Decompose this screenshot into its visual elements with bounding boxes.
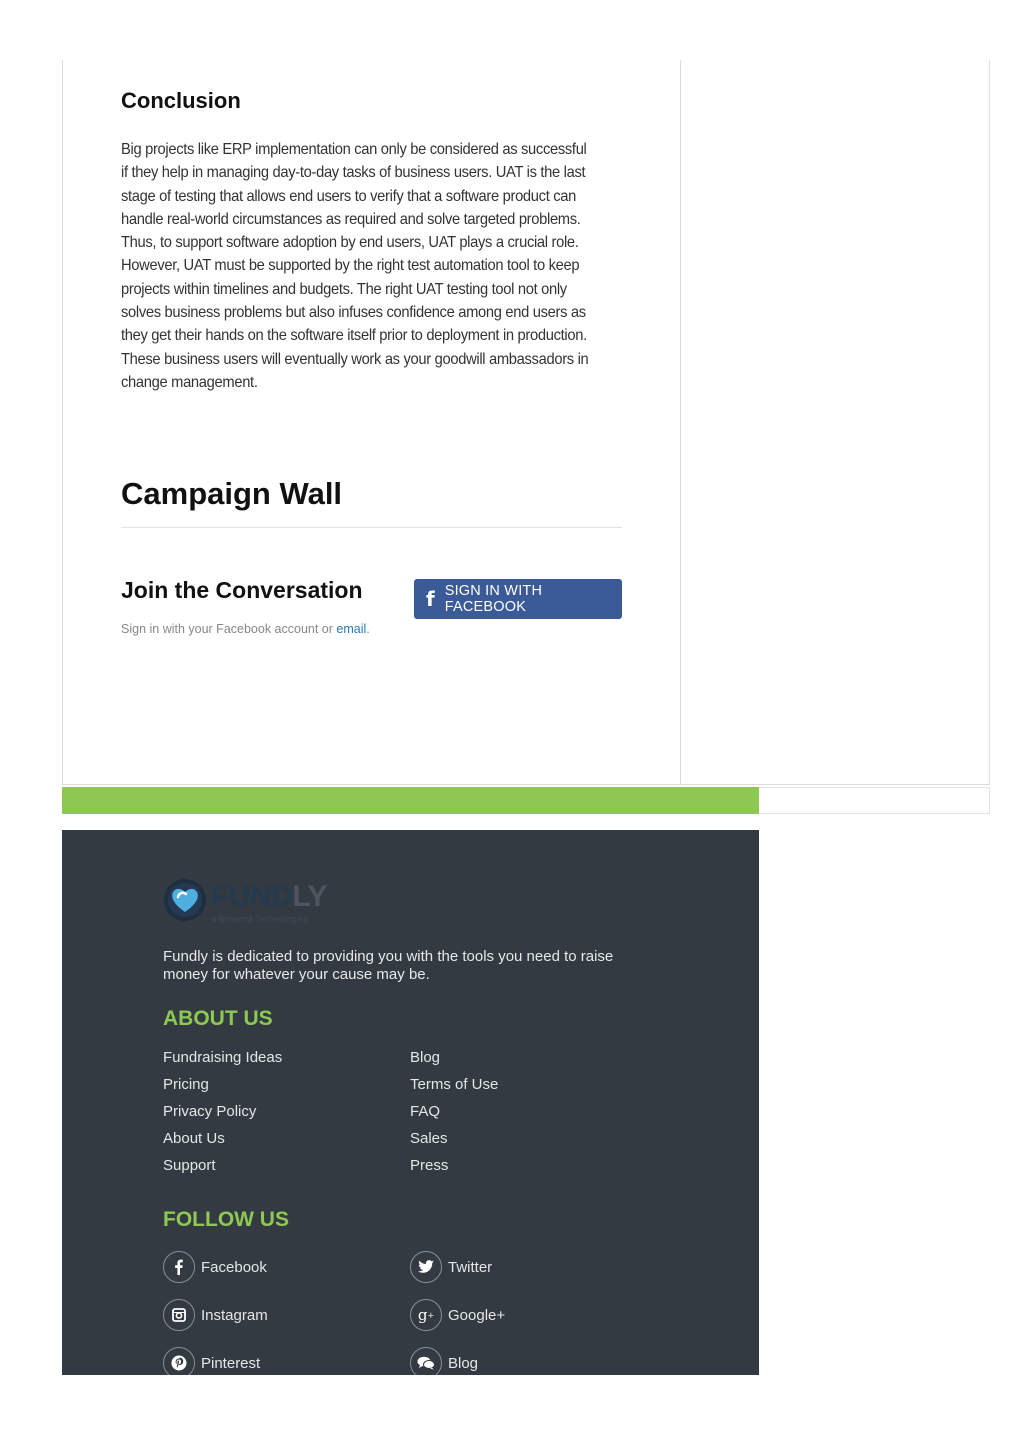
footer-link-pricing[interactable]: Pricing <box>163 1076 209 1093</box>
fundly-heart-icon <box>163 878 207 922</box>
campaign-wall-heading: Campaign Wall <box>121 476 343 511</box>
social-link-facebook[interactable] <box>163 1251 267 1283</box>
blog-chat-icon <box>410 1347 442 1375</box>
social-link-instagram[interactable] <box>163 1299 268 1331</box>
logo-tagline: a Bonterra Technologies <box>211 914 308 924</box>
social-label: Pinterest <box>201 1354 261 1372</box>
green-accent-bar <box>62 787 759 814</box>
footer-link-sales[interactable]: Sales <box>410 1130 448 1147</box>
fundly-wordmark: FUNDLY <box>211 880 327 913</box>
fundly-logo[interactable] <box>163 876 333 924</box>
social-link-pinterest[interactable] <box>163 1347 260 1375</box>
footer-link-support[interactable]: Support <box>163 1157 216 1174</box>
signin-note-period: . <box>366 622 370 636</box>
social-label: Facebook <box>201 1258 267 1276</box>
conclusion-paragraph: Big projects like ERP implementation can only be considered as successful if they help in managing day-to-day tasks of business users. UAT is the last stage of testing that allows end users to verify that a software product can handle real-world circumstances as required and solve targeted problems. Thus, to support software adoption by end users, UAT plays a crucial role. However, UAT must be supported by the right test automation tool to keep projects within timelines and budgets. The right UAT testing tool not only solves business problems but also infuses confidence among end users as they get their hands on the software itself prior to deployment in production. These business users will eventually work as your goodwill ambassadors in change management. <box>121 141 589 391</box>
footer-link-faq[interactable]: FAQ <box>410 1103 441 1120</box>
heading-divider <box>121 527 622 528</box>
social-link-google-plus[interactable] <box>410 1299 505 1331</box>
sign-in-with-facebook-button[interactable] <box>414 579 622 619</box>
social-label: Blog <box>448 1354 479 1372</box>
footer-link-blog[interactable]: Blog <box>410 1049 441 1066</box>
email-signin-link[interactable]: email <box>336 622 367 636</box>
footer-description: Fundly is dedicated to providing you with the tools you need to raise money for whatever your cause may be. <box>163 948 614 983</box>
column-divider <box>680 60 681 785</box>
signin-note <box>121 622 370 636</box>
footer-link-press[interactable]: Press <box>410 1157 449 1174</box>
signin-note-text: Sign in with your Facebook account or <box>121 622 333 636</box>
social-link-blog[interactable] <box>410 1347 478 1375</box>
twitter-icon <box>410 1251 442 1283</box>
conclusion-heading: Conclusion <box>121 88 241 113</box>
footer-link-privacy-policy[interactable]: Privacy Policy <box>163 1103 257 1120</box>
social-label: Google+ <box>448 1306 506 1324</box>
social-label: Instagram <box>201 1306 268 1324</box>
social-link-twitter[interactable] <box>410 1251 492 1283</box>
footer-link-terms-of-use[interactable]: Terms of Use <box>410 1076 499 1093</box>
site-footer <box>62 830 759 1375</box>
facebook-icon <box>163 1251 195 1283</box>
google-plus-icon: g + <box>410 1299 442 1331</box>
join-conversation-heading: Join the Conversation <box>121 577 363 603</box>
follow-us-heading: FOLLOW US <box>163 1208 289 1231</box>
footer-link-fundraising-ideas[interactable]: Fundraising Ideas <box>163 1049 283 1066</box>
facebook-icon: f <box>426 587 435 611</box>
facebook-button-label: SIGN IN WITH FACEBOOK <box>444 583 543 615</box>
social-label: Twitter <box>448 1258 493 1276</box>
pinterest-icon <box>163 1347 195 1375</box>
instagram-icon <box>163 1299 195 1331</box>
footer-link-about-us[interactable]: About Us <box>163 1130 225 1147</box>
about-us-heading: ABOUT US <box>163 1007 273 1030</box>
accent-bar-right <box>759 787 990 814</box>
